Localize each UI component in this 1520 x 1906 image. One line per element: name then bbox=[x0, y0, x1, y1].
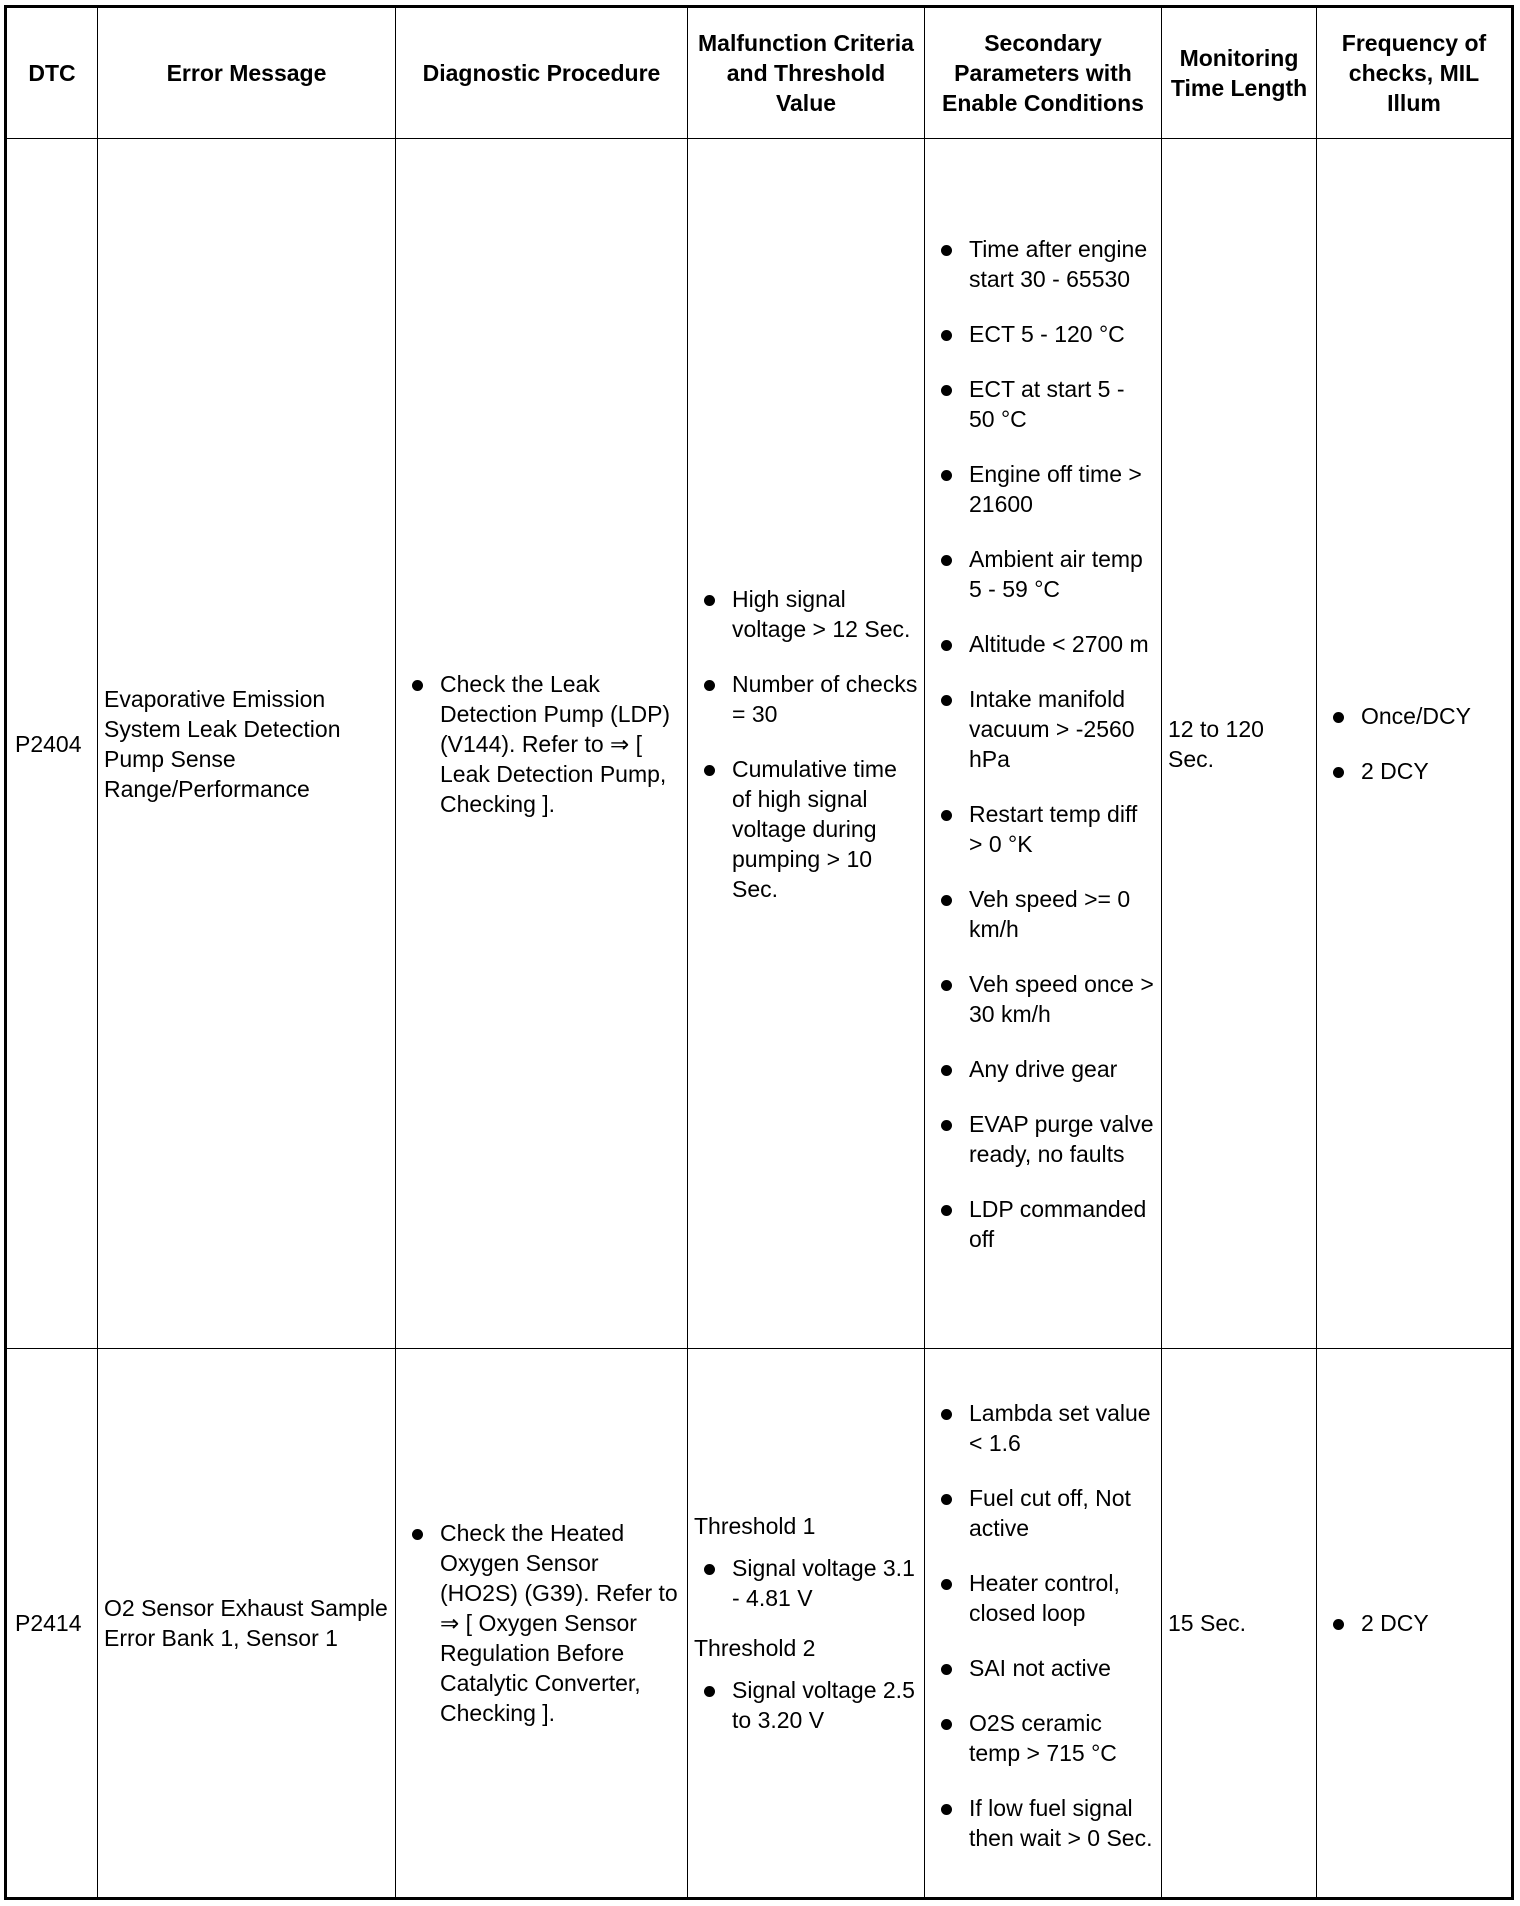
diagnostic-procedure-cell bbox=[396, 139, 688, 1349]
list-item-text: Veh speed >= 0 km/h bbox=[969, 885, 1131, 942]
bullet-icon bbox=[941, 245, 952, 256]
threshold-label: Threshold 1 bbox=[694, 1513, 816, 1539]
list-item bbox=[931, 374, 1155, 434]
bullet-icon bbox=[941, 1719, 952, 1730]
secondary-parameters-list bbox=[931, 1398, 1155, 1853]
list-item-text: Veh speed once > 30 km/h bbox=[969, 970, 1154, 1027]
list-item bbox=[694, 1675, 918, 1735]
list-item-text: Restart temp diff > 0 °K bbox=[969, 800, 1138, 857]
dtc-code: P2404 bbox=[6, 139, 98, 1349]
bullet-icon bbox=[704, 680, 715, 691]
list-item bbox=[931, 884, 1155, 944]
header-malfunction-criteria: Malfunction Criteria and Threshold Value bbox=[688, 7, 925, 139]
list-item-text: Number of checks = 30 bbox=[732, 670, 918, 727]
secondary-parameters-cell bbox=[925, 1349, 1162, 1899]
secondary-parameters-cell bbox=[925, 139, 1162, 1349]
bullet-icon bbox=[412, 1529, 423, 1540]
list-item bbox=[694, 669, 918, 729]
header-frequency: Frequency of checks, MIL Illum bbox=[1317, 7, 1513, 139]
list-item-text: SAI not active bbox=[969, 1654, 1111, 1681]
secondary-parameters-list bbox=[931, 234, 1155, 1254]
error-message: Evaporative Emission System Leak Detection Pump Sense Range/Performance bbox=[98, 139, 396, 1349]
list-item bbox=[1323, 756, 1505, 786]
frequency-list bbox=[1323, 1608, 1505, 1638]
list-item-text: LDP commanded off bbox=[969, 1195, 1147, 1252]
frequency-list bbox=[1323, 701, 1505, 786]
list-item-text: 2 DCY bbox=[1361, 758, 1429, 784]
bullet-icon bbox=[941, 1804, 952, 1815]
list-item bbox=[931, 684, 1155, 774]
bullet-icon bbox=[941, 555, 952, 566]
list-item bbox=[931, 234, 1155, 294]
list-item-text: Heater control, closed loop bbox=[969, 1569, 1120, 1626]
list-item bbox=[931, 1793, 1155, 1853]
list-item bbox=[931, 1483, 1155, 1543]
bullet-icon bbox=[941, 1409, 952, 1420]
frequency-cell bbox=[1317, 1349, 1513, 1899]
table-row bbox=[6, 139, 1513, 1349]
bullet-icon bbox=[941, 695, 952, 706]
dtc-code: P2414 bbox=[6, 1349, 98, 1899]
malfunction-criteria-cell bbox=[688, 1349, 925, 1899]
bullet-icon bbox=[704, 1686, 715, 1697]
list-item-text: Fuel cut off, Not active bbox=[969, 1484, 1131, 1541]
threshold-label: Threshold 2 bbox=[694, 1635, 816, 1661]
bullet-icon bbox=[941, 470, 952, 481]
bullet-icon bbox=[1333, 712, 1344, 723]
monitoring-time: 15 Sec. bbox=[1162, 1349, 1317, 1899]
bullet-icon bbox=[704, 765, 715, 776]
list-item bbox=[931, 799, 1155, 859]
list-item-text: If low fuel signal then wait > 0 Sec. bbox=[969, 1794, 1153, 1851]
list-item-text: Lambda set value < 1.6 bbox=[969, 1399, 1151, 1456]
threshold-2 bbox=[694, 1633, 918, 1735]
header-monitoring-time: Monitoring Time Length bbox=[1162, 7, 1317, 139]
header-row bbox=[6, 7, 1513, 139]
frequency-cell bbox=[1317, 139, 1513, 1349]
diagnostic-procedure-cell bbox=[396, 1349, 688, 1899]
bullet-icon bbox=[941, 1120, 952, 1131]
list-item bbox=[402, 669, 681, 819]
list-item-text: Time after engine start 30 - 65530 bbox=[969, 235, 1148, 292]
list-item-text: Ambient air temp 5 - 59 °C bbox=[969, 545, 1143, 602]
list-item-text: Altitude < 2700 m bbox=[969, 630, 1149, 657]
bullet-icon bbox=[941, 980, 952, 991]
list-item-text: EVAP purge valve ready, no faults bbox=[969, 1110, 1154, 1167]
threshold-1-list bbox=[694, 1553, 918, 1613]
list-item-text: ECT 5 - 120 °C bbox=[969, 320, 1125, 347]
header-secondary-parameters: Secondary Parameters with Enable Conditions bbox=[925, 7, 1162, 139]
list-item bbox=[694, 1553, 918, 1613]
bullet-icon bbox=[941, 1494, 952, 1505]
bullet-icon bbox=[704, 595, 715, 606]
table-row bbox=[6, 1349, 1513, 1899]
list-item bbox=[402, 1518, 681, 1728]
list-item bbox=[931, 1398, 1155, 1458]
list-item bbox=[694, 584, 918, 644]
bullet-icon bbox=[941, 385, 952, 396]
bullet-icon bbox=[1333, 1619, 1344, 1630]
monitoring-time: 12 to 120 Sec. bbox=[1162, 139, 1317, 1349]
list-item-text: Check the Heated Oxygen Sensor (HO2S) (G39). Refer to ⇒ [ Oxygen Sensor Regulation Before Catalytic Converter, Checking ]. bbox=[440, 1520, 678, 1726]
bullet-icon bbox=[941, 1664, 952, 1675]
diagnostic-procedure-list bbox=[402, 1518, 681, 1728]
list-item bbox=[931, 544, 1155, 604]
threshold-1 bbox=[694, 1511, 918, 1613]
list-item bbox=[1323, 701, 1505, 731]
bullet-icon bbox=[941, 1205, 952, 1216]
list-item-text: Once/DCY bbox=[1361, 703, 1471, 729]
diagnostic-procedure-list bbox=[402, 669, 681, 819]
list-item bbox=[931, 1109, 1155, 1169]
header-diagnostic-procedure: Diagnostic Procedure bbox=[396, 7, 688, 139]
header-dtc: DTC bbox=[6, 7, 98, 139]
list-item-text: ECT at start 5 - 50 °C bbox=[969, 375, 1125, 432]
list-item-text: O2S ceramic temp > 715 °C bbox=[969, 1709, 1117, 1766]
list-item bbox=[694, 754, 918, 904]
bullet-icon bbox=[704, 1564, 715, 1575]
bullet-icon bbox=[941, 895, 952, 906]
list-item-text: 2 DCY bbox=[1361, 1610, 1429, 1636]
list-item bbox=[931, 1568, 1155, 1628]
list-item-text: Intake manifold vacuum > -2560 hPa bbox=[969, 685, 1135, 772]
list-item bbox=[931, 1194, 1155, 1254]
dtc-table bbox=[4, 5, 1514, 1900]
threshold-2-list bbox=[694, 1675, 918, 1735]
list-item bbox=[931, 1708, 1155, 1768]
error-message: O2 Sensor Exhaust Sample Error Bank 1, Sensor 1 bbox=[98, 1349, 396, 1899]
malfunction-criteria-cell bbox=[688, 139, 925, 1349]
bullet-icon bbox=[412, 680, 423, 691]
list-item bbox=[931, 969, 1155, 1029]
list-item bbox=[931, 459, 1155, 519]
bullet-icon bbox=[941, 810, 952, 821]
bullet-icon bbox=[941, 1065, 952, 1076]
header-error-message: Error Message bbox=[98, 7, 396, 139]
list-item bbox=[931, 629, 1155, 659]
list-item-text: Check the Leak Detection Pump (LDP) (V144). Refer to ⇒ [ Leak Detection Pump, Checking ]. bbox=[440, 670, 671, 817]
malfunction-criteria-list bbox=[694, 584, 918, 904]
list-item-text: Signal voltage 3.1 - 4.81 V bbox=[732, 1555, 915, 1611]
list-item bbox=[931, 1653, 1155, 1683]
bullet-icon bbox=[1333, 767, 1344, 778]
list-item-text: High signal voltage > 12 Sec. bbox=[732, 585, 911, 642]
bullet-icon bbox=[941, 1579, 952, 1590]
bullet-icon bbox=[941, 640, 952, 651]
list-item-text: Signal voltage 2.5 to 3.20 V bbox=[732, 1677, 915, 1733]
list-item bbox=[1323, 1608, 1505, 1638]
list-item-text: Any drive gear bbox=[969, 1055, 1118, 1082]
bullet-icon bbox=[941, 330, 952, 341]
list-item-text: Cumulative time of high signal voltage during pumping > 10 Sec. bbox=[732, 755, 897, 902]
list-item-text: Engine off time > 21600 bbox=[969, 460, 1142, 517]
list-item bbox=[931, 319, 1155, 349]
list-item bbox=[931, 1054, 1155, 1084]
